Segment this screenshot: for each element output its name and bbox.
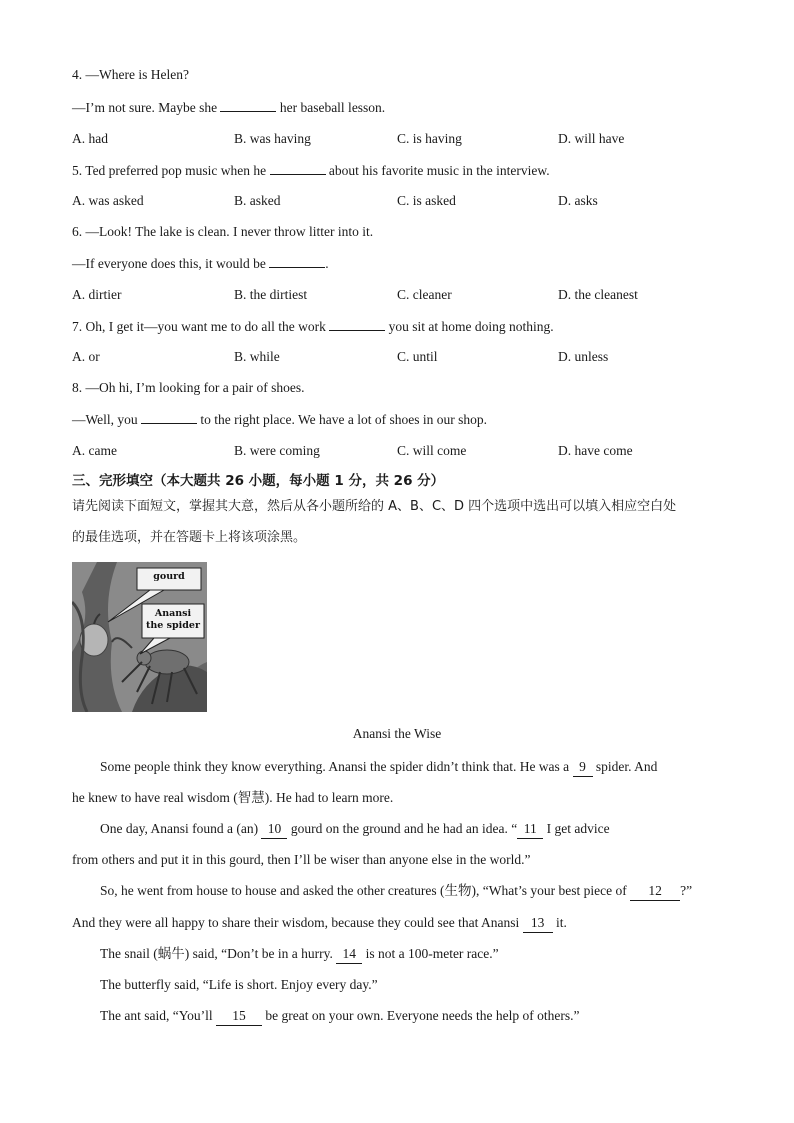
q7-number: 7. (72, 319, 83, 334)
callout-gourd-label: gourd (153, 571, 185, 582)
q6-option-c[interactable]: C. cleaner (397, 287, 452, 302)
q8-option-b[interactable]: B. were coming (234, 443, 320, 458)
q8-stem: 8. —Oh hi, I’m looking for a pair of shoes. (72, 380, 305, 395)
q4-option-c[interactable]: C. is having (397, 131, 462, 146)
blank-12[interactable]: 12 (630, 882, 680, 901)
q6-option-a[interactable]: A. dirtier (72, 287, 122, 302)
q8-option-c[interactable]: C. will come (397, 443, 467, 458)
q5-stem: 5. Ted preferred pop music when he about his favorite music in the interview. (72, 163, 550, 178)
passage-p3-line1: So, he went from house to house and asked the other creatures (生物), “What’s your best piece of 12 ?” (100, 882, 692, 901)
q5-blank[interactable] (270, 161, 326, 175)
passage-p6: The ant said, “You’ll 15 be great on your own. Everyone needs the help of others.” (100, 1007, 580, 1026)
q8-line2: —Well, you to the right place. We have a lot of shoes in our shop. (72, 412, 488, 427)
q4-option-a[interactable]: A. had (72, 131, 108, 146)
q6-blank[interactable] (269, 254, 325, 268)
callout-anansi-line1: Anansi (154, 608, 192, 619)
q8-option-a[interactable]: A. came (72, 443, 117, 458)
blank-15[interactable]: 15 (216, 1007, 262, 1026)
q5-number: 5. (72, 163, 83, 178)
q6-stem: 6. —Look! The lake is clean. I never throw litter into it. (72, 224, 374, 239)
section-title: 三、完形填空（本大题共 26 小题，每小题 1 分，共 26 分） (72, 473, 445, 489)
blank-13[interactable]: 13 (523, 914, 553, 933)
q5-option-c[interactable]: C. is asked (397, 193, 456, 208)
q4-option-d[interactable]: D. will have (558, 131, 625, 146)
q8-blank[interactable] (141, 410, 197, 424)
section-instructions-2: 的最佳选项，并在答题卡上将该项涂黑。 (72, 530, 307, 545)
blank-11[interactable]: 11 (517, 820, 543, 839)
q4-line1: —Where is Helen? (85, 67, 189, 82)
passage-p2-line2: from others and put it in this gourd, then I’ll be wiser than anyone else in the world.” (72, 852, 531, 867)
q7-stem: 7. Oh, I get it—you want me to do all the work you sit at home doing nothing. (72, 319, 554, 334)
q4-blank[interactable] (220, 98, 276, 112)
passage-p1-line1: Some people think they know everything. Anansi the spider didn’t think that. He was a 9 spider. And (100, 758, 657, 777)
passage-p2-line1: One day, Anansi found a (an) 10 gourd on the ground and he had an idea. “ 11 I get advice (100, 820, 610, 839)
callout-anansi-line2: the spider (146, 620, 200, 631)
q7-option-c[interactable]: C. until (397, 349, 438, 364)
passage-p3-line2: And they were all happy to share their wisdom, because they could see that Anansi 13 it. (72, 914, 567, 933)
q6-option-d[interactable]: D. the cleanest (558, 287, 638, 302)
q4-stem (72, 66, 189, 84)
passage-p1-line2: he knew to have real wisdom (智慧). He had to learn more. (72, 790, 394, 805)
anansi-illustration-drawing (72, 562, 207, 712)
q6-line2: —If everyone does this, it would be . (72, 256, 329, 271)
q8-option-d[interactable]: D. have come (558, 443, 633, 458)
passage-p5: The butterfly said, “Life is short. Enjoy every day.” (100, 977, 378, 992)
q7-option-d[interactable]: D. unless (558, 349, 609, 364)
q5-option-b[interactable]: B. asked (234, 193, 281, 208)
q7-option-b[interactable]: B. while (234, 349, 280, 364)
q6-option-b[interactable]: B. the dirtiest (234, 287, 308, 302)
q4-option-b[interactable]: B. was having (234, 131, 311, 146)
passage-title: Anansi the Wise (352, 726, 442, 741)
blank-9[interactable]: 9 (573, 758, 593, 777)
blank-10[interactable]: 10 (261, 820, 287, 839)
q7-option-a[interactable]: A. or (72, 349, 100, 364)
section-instructions-1: 请先阅读下面短文，掌握其大意，然后从各小题所给的 A、B、C、D 四个选项中选出可以填入相应空白处 (72, 499, 677, 514)
anansi-illustration (72, 562, 207, 712)
q6-number: 6. (72, 224, 83, 239)
q5-option-a[interactable]: A. was asked (72, 193, 144, 208)
q8-number: 8. (72, 380, 83, 395)
q7-blank[interactable] (329, 317, 385, 331)
q4-number: 4. (72, 67, 83, 82)
q5-option-d[interactable]: D. asks (558, 193, 598, 208)
passage-p4: The snail (蜗牛) said, “Don’t be in a hurry. 14 is not a 100-meter race.” (100, 945, 499, 964)
q4-line2: —I’m not sure. Maybe she her baseball lesson. (72, 100, 386, 115)
blank-14[interactable]: 14 (336, 945, 362, 964)
callout-anansi-label (143, 608, 203, 632)
